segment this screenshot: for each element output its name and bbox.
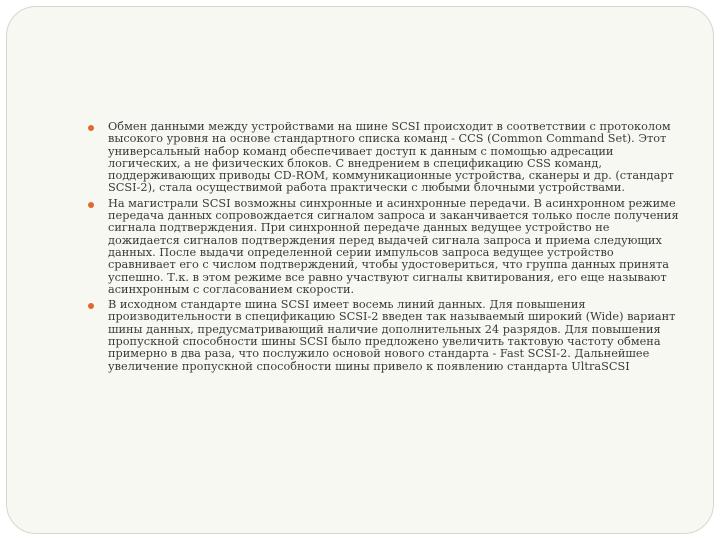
bullet-text: Обмен данными между устройствами на шине SCSI происходит в соответствии с протоколом высокого уровня на основе стандартного списка команд - CCS (Common Command Set). Этот универсальный набор команд обеспечивает доступ к данным с помощью адресации логических, а не физических блоков. С внедрением в спецификацию CSS команд, поддерживающих приводы CD-ROM, коммуникационные устройства, сканеры и др. (стандарт SCSI-2), стала осуществимой работа практически с любыми блочными устройствами.	[108, 120, 674, 195]
bullet-marker-icon	[88, 125, 94, 131]
slide	[6, 6, 714, 534]
bullet-list	[88, 121, 682, 373]
slide-content	[88, 121, 682, 376]
bullet-text: В исходном стандарте шина SCSI имеет восемь линий данных. Для повышения производительности в спецификацию SCSI-2 введен так называемый широкий (Wide) вариант шины данных, предусматривающий наличие дополнительных 24 разрядов. Для повышения пропускной способности шины SCSI было предложено увеличить тактовую частоту обмена примерно в два раза, что послужило основой нового стандарта - Fast SCSI-2. Дальнейшее увеличение пропускной способности шины привело к появлению стандарта UltraSCSI	[108, 298, 676, 373]
bullet-marker-icon	[88, 303, 94, 309]
bullet-marker-icon	[88, 202, 94, 208]
bullet-text: На магистрали SCSI возможны синхронные и асинхронные передачи. В асинхронном режиме передача данных сопровождается сигналом запроса и заканчивается только после получения сигнала подтверждения. При синхронной передаче данных ведущее устройство не дожидается сигналов подтверждения перед выдачей сигнала запроса и приема следующих данных. После выдачи определенной серии импульсов запроса ведущее устройство сравнивает его с числом подтверждений, чтобы удостовериться, что группа данных принята успешно. Т.к. в этом режиме все равно участвуют сигналы квитирования, его еще называют асинхронным с согласованием скорости.	[108, 196, 679, 296]
bullet-item-sync-async	[88, 198, 682, 296]
bullet-item-data-lines	[88, 299, 682, 373]
bullet-item-scsi-protocol	[88, 121, 682, 195]
